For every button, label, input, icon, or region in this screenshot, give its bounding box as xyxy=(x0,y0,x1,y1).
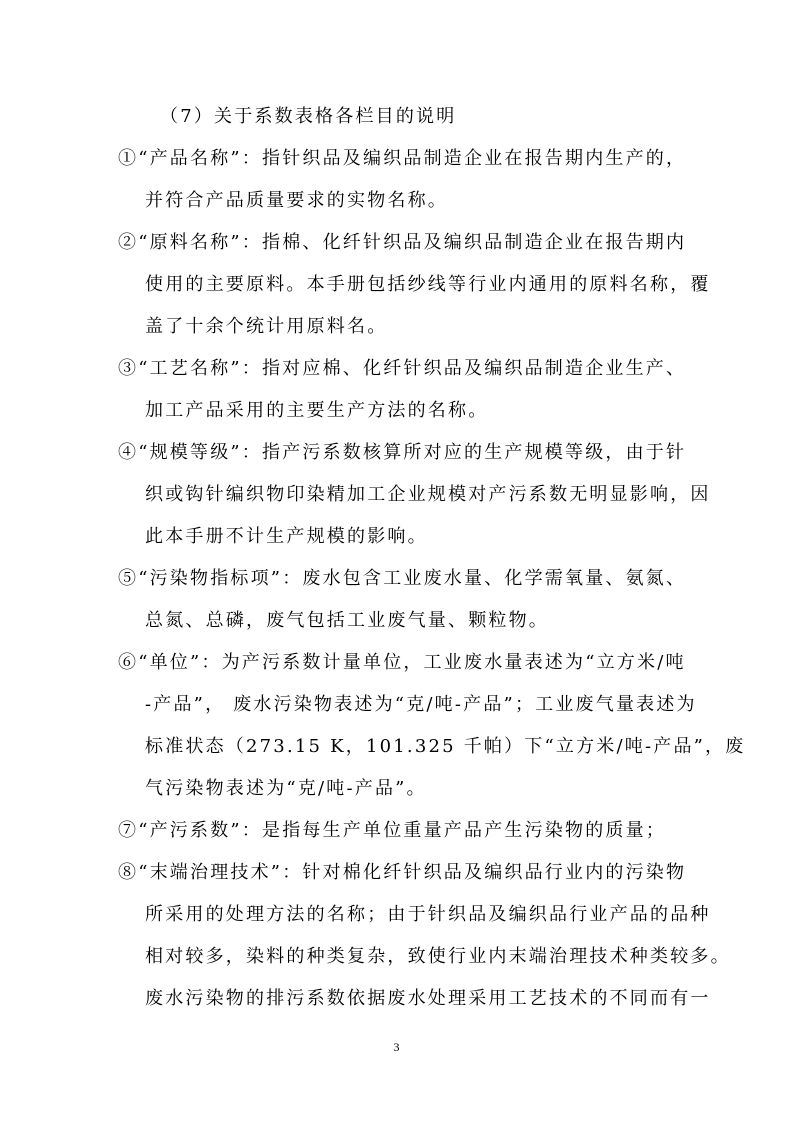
item-line: ⑤“污染物指标项”：废水包含工业废水量、化学需氧量、氨氮、 xyxy=(118,568,687,589)
item-line: 气污染物表述为“克/吨-产品”。 xyxy=(145,778,427,799)
item-line: 相对较多，染料的种类复杂，致使行业内末端治理技术种类较多。 xyxy=(145,946,731,967)
item-line: ②“原料名称”：指棉、化纤针织品及编织品制造企业在报告期内 xyxy=(118,232,687,253)
item-line: 此本手册不计生产规模的影响。 xyxy=(145,526,428,547)
item-line: ⑧“末端治理技术”：针对棉化纤针织品及编织品行业内的污染物 xyxy=(118,862,687,883)
item-line: ⑦“产污系数”：是指每生产单位重量产品产生污染物的质量； xyxy=(118,820,667,841)
item-line: 加工产品采用的主要生产方法的名称。 xyxy=(145,400,489,421)
item-line: ①“产品名称”：指针织品及编织品制造企业在报告期内生产的， xyxy=(118,148,687,169)
item-line: ④“规模等级”：指产污系数核算所对应的生产规模等级，由于针 xyxy=(118,442,687,463)
item-line: -产品”， 废水污染物表述为“克/吨-产品”；工业废气量表述为 xyxy=(145,694,697,715)
section-heading: （7）关于系数表格各栏目的说明 xyxy=(160,106,457,127)
item-line: 标准状态（273.15 K，101.325 千帕）下“立方米/吨-产品”，废 xyxy=(145,736,746,757)
item-line: 并符合产品质量要求的实物名称。 xyxy=(145,190,448,211)
item-line: 织或钩针编织物印染精加工企业规模对产污系数无明显影响，因 xyxy=(145,484,711,505)
item-line: 所采用的处理方法的名称；由于针织品及编织品行业产品的品种 xyxy=(145,904,711,925)
item-line: 废水污染物的排污系数依据废水处理采用工艺技术的不同而有一 xyxy=(145,988,711,1009)
item-line: 盖了十余个统计用原料名。 xyxy=(145,316,388,337)
item-line: ⑥“单位”：为产污系数计量单位，工业废水量表述为“立方米/吨 xyxy=(118,652,686,673)
item-line: 总氮、总磷，废气包括工业废气量、颗粒物。 xyxy=(145,610,549,631)
item-line: 使用的主要原料。本手册包括纱线等行业内通用的原料名称，覆 xyxy=(145,274,711,295)
page-number: 3 xyxy=(393,1040,400,1054)
item-line: ③“工艺名称”：指对应棉、化纤针织品及编织品制造企业生产、 xyxy=(118,358,687,379)
